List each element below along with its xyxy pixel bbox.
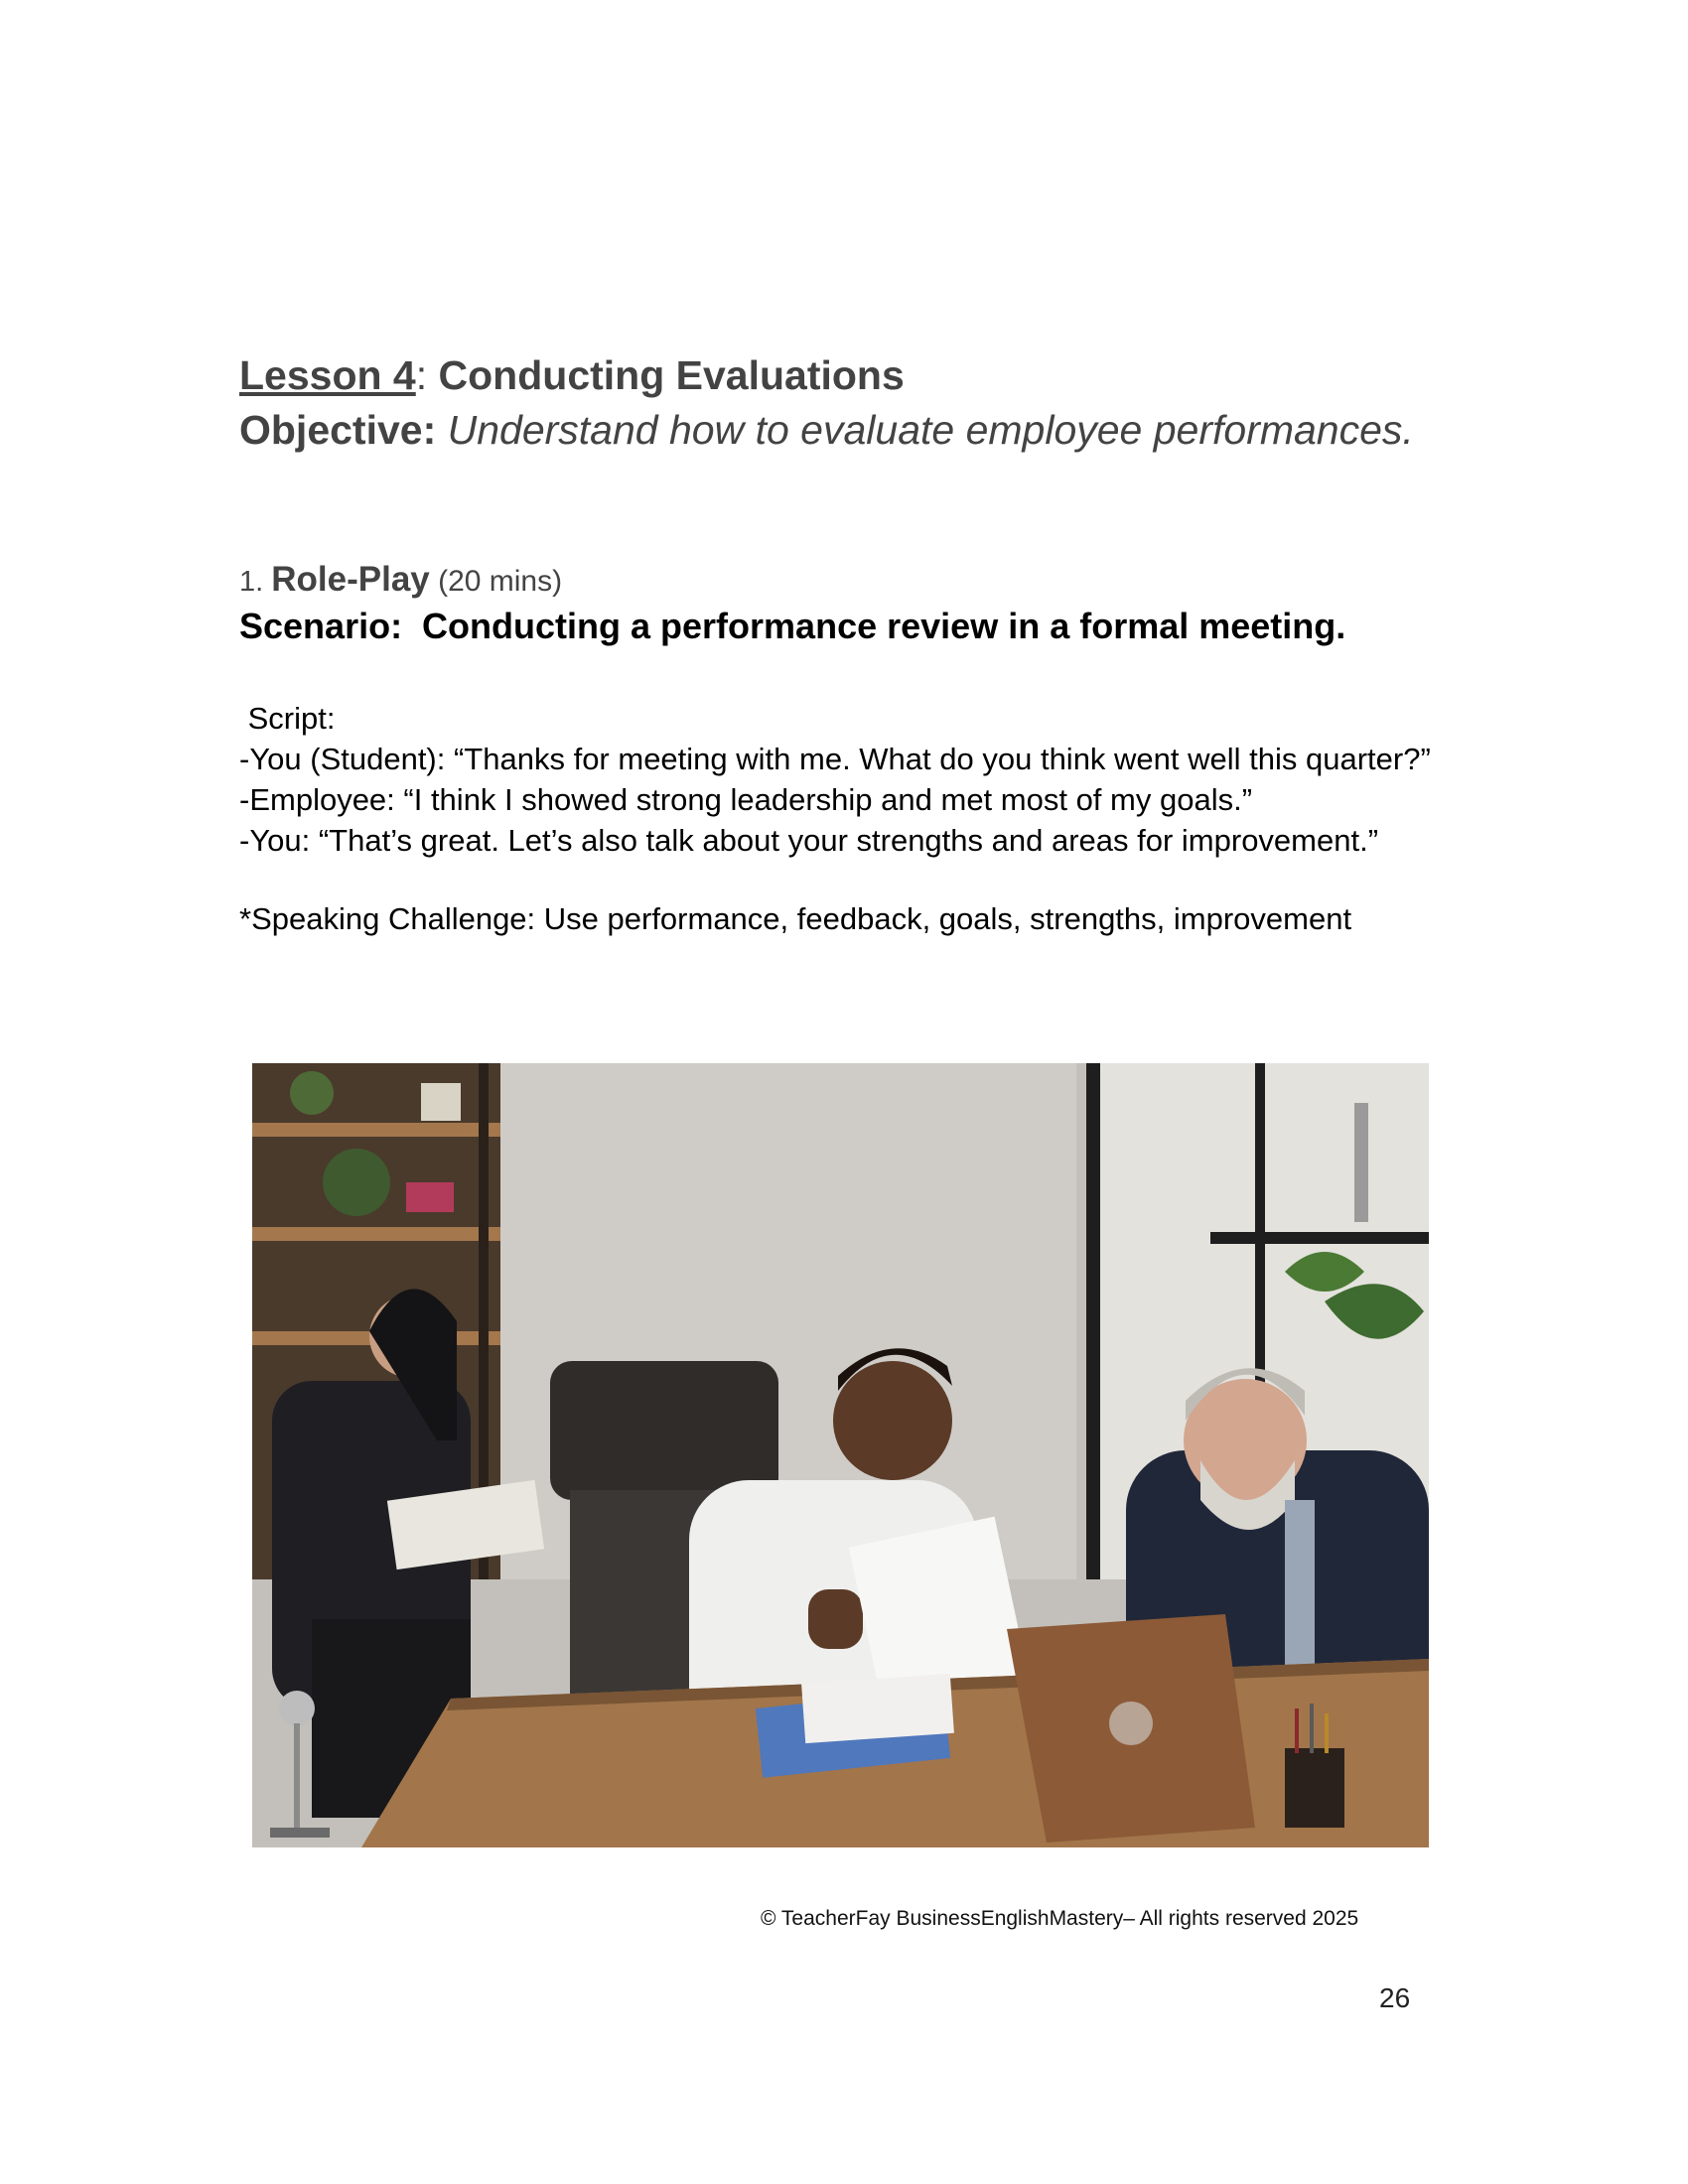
speaking-challenge: *Speaking Challenge: Use performance, feedback, goals, strengths, improvement: [239, 901, 1352, 936]
meeting-photo: [252, 1063, 1429, 1847]
script-line: -You: “That’s great. Let’s also talk about your strengths and areas for improvement.”: [239, 823, 1379, 858]
objective-line: [239, 407, 1414, 454]
scenario-text: Scenario: Conducting a performance review in a formal meeting.: [239, 606, 1346, 646]
activity-duration: (20 mins): [429, 565, 563, 598]
lesson-separator: :: [415, 352, 428, 398]
lesson-number: Lesson 4: [239, 352, 416, 398]
script-line: -You (Student): “Thanks for meeting with me. What do you think went well this quarter?”: [239, 742, 1431, 776]
objective-text: Understand how to evaluate employee performances.: [436, 407, 1414, 453]
script-block: [239, 698, 1431, 861]
lesson-title: Conducting Evaluations: [427, 352, 905, 398]
objective-label: Objective:: [239, 407, 437, 453]
activity-name: Role-Play: [271, 560, 430, 599]
activity-heading: [239, 560, 562, 600]
activity-number: 1.: [239, 566, 272, 598]
copyright-footer: © TeacherFay BusinessEnglishMastery– All rights reserved 2025: [761, 1907, 1359, 1930]
script-heading: Script:: [239, 701, 336, 736]
script-line: -Employee: “I think I showed strong leadership and met most of my goals.”: [239, 782, 1253, 817]
page-number: 26: [1379, 1982, 1411, 2013]
lesson-heading: [239, 352, 905, 399]
